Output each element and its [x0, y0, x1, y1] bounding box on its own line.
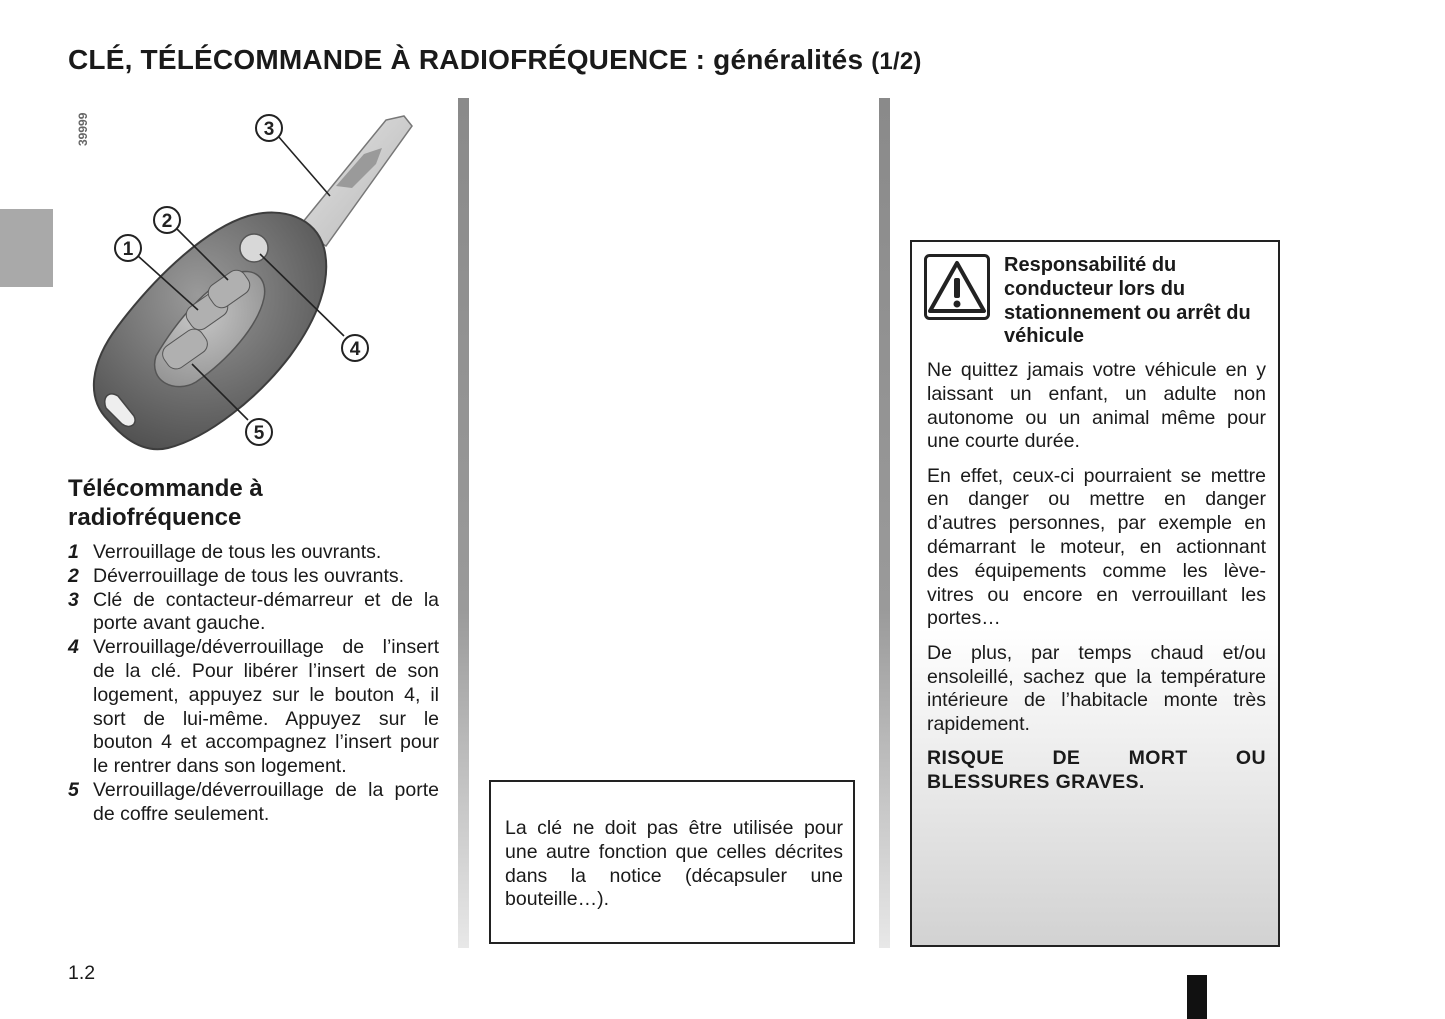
- remote-heading: Télécommande à radiofréquence: [68, 475, 263, 531]
- page-title: [68, 44, 922, 76]
- corner-mark: [1187, 975, 1207, 1019]
- key-blade: [298, 116, 412, 246]
- legend-item: 2 Déverrouillage de tous les ouvrants.: [68, 564, 405, 587]
- callout-1: [115, 235, 141, 261]
- warning-body: [927, 359, 1266, 806]
- legend-item: 1 Verrouillage de tous les ouvrants.: [68, 541, 382, 563]
- callout-2: [154, 207, 180, 233]
- legend-item: 5 Verrouillage/déverrouillage de la porte de coffre seulement.: [68, 778, 439, 825]
- warning-risk: [927, 747, 1266, 795]
- page-title-part: (1/2): [871, 48, 922, 75]
- callout-4: [342, 335, 368, 361]
- svg-text:5: 5: [253, 423, 265, 444]
- legend-item: 4 Verrouillage/déverrouillage de l’insert de la clé. Pour libérer l’insert de son logement, appuyez sur le bouton 4, il sort de lui-même. Appuyez sur le bouton 4 et accompagnez l’insert pour le rentrer dans son logement.: [68, 636, 439, 778]
- illustration-ref-code: 39999: [76, 112, 90, 146]
- note-box: [489, 780, 855, 944]
- column-divider-right: [879, 98, 890, 948]
- warning-heading: Responsabilité du conducteur lors du stationnement ou arrêt du véhicule: [1004, 254, 1251, 348]
- remote-legend: [68, 541, 439, 827]
- warning-box: [910, 240, 1280, 947]
- page-title-main: CLÉ, TÉLÉCOMMANDE À RADIOFRÉQUENCE : généralités: [68, 44, 864, 75]
- chapter-tab: [0, 209, 53, 287]
- warning-paragraph: Ne quittez jamais votre véhicule en y laissant un enfant, un adulte non autonome ou un animal même pour une courte durée.: [927, 359, 1266, 453]
- warning-paragraph: De plus, par temps chaud et/ou ensoleillé, sachez que la température intérieure de l’habitacle monte très rapidement.: [927, 641, 1266, 736]
- warning-triangle-icon: [924, 254, 990, 320]
- warning-risk-line1: RISQUE DE MORT OU: [927, 747, 1266, 770]
- column-divider-left: [458, 98, 469, 948]
- legend-item: 3 Clé de contacteur-démarreur et de la porte avant gauche.: [68, 588, 439, 635]
- callout-3: [256, 115, 282, 141]
- warning-paragraph: En effet, ceux-ci pourraient se mettre en danger ou mettre en danger d’autres personnes, par exemple en démarrant le moteur, en actionnant des équipements comme les lève-vitres ou encore en verrouillant les portes…: [927, 464, 1266, 630]
- svg-text:2: 2: [161, 211, 173, 232]
- svg-text:4: 4: [349, 339, 361, 360]
- page-number: 1.2: [68, 962, 96, 984]
- callout-5: [246, 419, 272, 445]
- key-illustration: [68, 98, 440, 456]
- warning-risk-line2: BLESSURES GRAVES.: [927, 771, 1145, 794]
- svg-text:1: 1: [122, 239, 134, 260]
- svg-text:3: 3: [263, 119, 275, 140]
- note-text: La clé ne doit pas être utilisée pour une autre fonction que celles décrites dans la notice (décapsuler une bouteille…).: [505, 817, 843, 911]
